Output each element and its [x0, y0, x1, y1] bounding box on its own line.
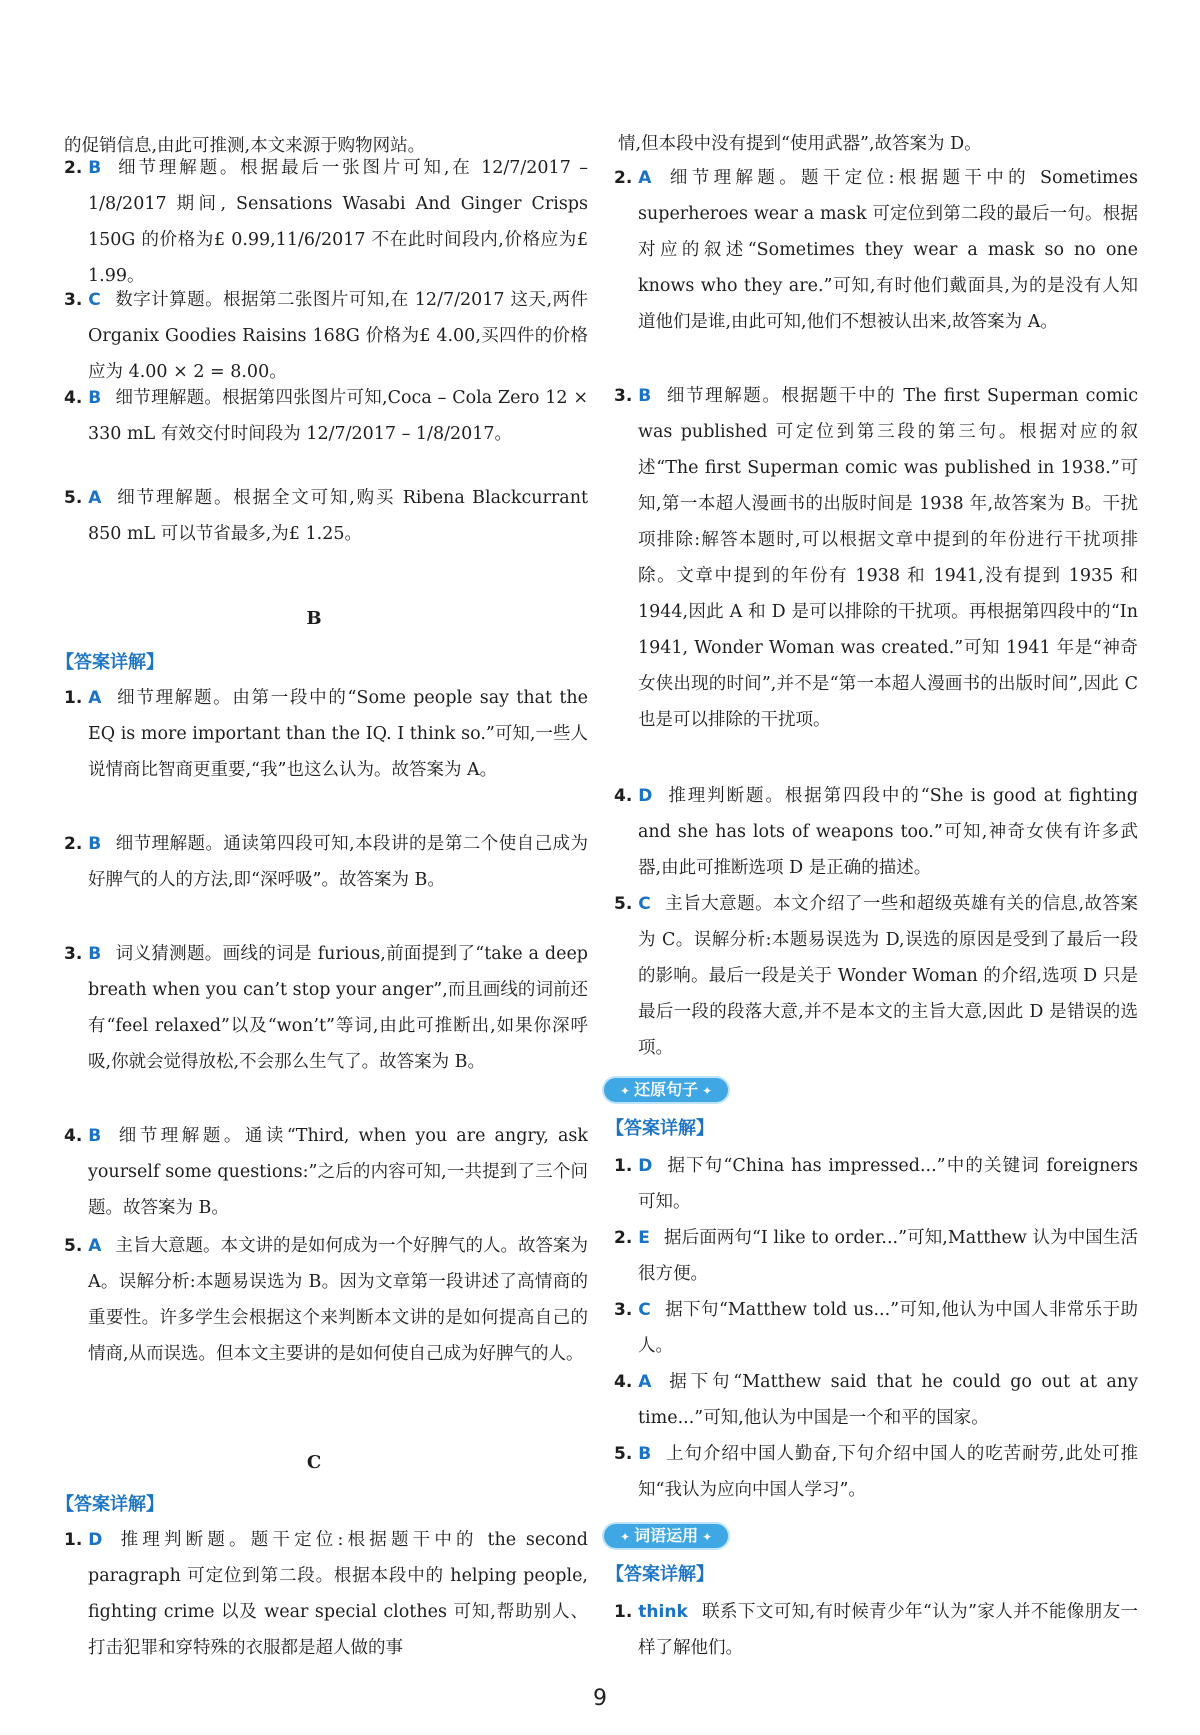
answer-detail-label: 【答案详解】	[56, 1494, 164, 1515]
explanation: 词义猜测题。画线的词是 furious,前面提到了“take a deep breath when you can’t stop your anger”,而且画线的词前还有“feel relaxed”以及“won’t”等词,由此可推断出,如果你深呼吸,你就会觉得放松,不会那么生气了。故答案为 B。	[88, 944, 588, 1072]
question-number: 3.	[64, 290, 83, 310]
question-number: 1.	[64, 688, 83, 708]
question-number: 3.	[614, 386, 633, 406]
list-item	[614, 1292, 1138, 1364]
explanation: 联系下文可知,有时候青少年“认为”家人并不能像朋友一样了解他们。	[638, 1602, 1138, 1658]
answer-detail-label: 【答案详解】	[606, 1118, 714, 1139]
list-item	[64, 680, 588, 788]
answer-letter: D	[88, 1530, 103, 1550]
explanation: 据下句“China has impressed...”中的关键词 foreigners 可知。	[638, 1156, 1138, 1212]
list-item	[64, 826, 588, 898]
question-number: 1.	[64, 1530, 83, 1550]
explanation: 据后面两句“I like to order...”可知,Matthew 认为中国生活很方便。	[638, 1228, 1138, 1284]
list-item	[64, 282, 588, 390]
answer-letter: A	[638, 1372, 652, 1392]
explanation: 细节理解题。根据最后一张图片可知,在 12/7/2017 – 1/8/2017 期间, Sensations Wasabi And Ginger Crisps 150G 的价格为£ 0.99,11/6/2017 不在此时间段内,价格应为£ 1.99。	[88, 158, 588, 286]
answer-letter: B	[88, 388, 102, 408]
question-number: 2.	[64, 834, 83, 854]
page-number: 9	[593, 1686, 607, 1711]
list-item	[614, 1594, 1138, 1666]
star-icon: ✦	[702, 1530, 713, 1544]
answer-letter: C	[88, 290, 101, 310]
list-item	[64, 150, 588, 294]
intro-text: 的促销信息,由此可推测,本文来源于购物网站。	[64, 136, 426, 156]
answer-word: think	[638, 1602, 688, 1622]
section-banner-restore	[604, 1078, 728, 1102]
star-icon: ✦	[620, 1084, 631, 1098]
question-number: 4.	[614, 1372, 633, 1392]
continued-text: 情,但本段中没有提到“使用武器”,故答案为 D。	[618, 134, 982, 154]
question-number: 3.	[614, 1300, 633, 1320]
explanation: 细节理解题。通读第四段可知,本段讲的是第二个使自己成为好脾气的人的方法,即“深呼吸”。故答案为 B。	[88, 834, 588, 890]
question-number: 4.	[614, 786, 633, 806]
question-number: 5.	[64, 1236, 83, 1256]
explanation: 据下句“Matthew said that he could go out at any time...”可知,他认为中国是一个和平的国家。	[638, 1372, 1138, 1428]
explanation: 据下句“Matthew told us...”可知,他认为中国人非常乐于助人。	[638, 1300, 1138, 1356]
answer-letter: B	[88, 1126, 102, 1146]
explanation: 推理判断题。根据第四段中的“She is good at fighting and she has lots of weapons too.”可知,神奇女侠有许多武器,由此可推断选项 D 是正确的描述。	[638, 786, 1138, 878]
explanation: 主旨大意题。本文讲的是如何成为一个好脾气的人。故答案为 A。误解分析:本题易误选为 B。因为文章第一段讲述了高情商的重要性。许多学生会根据这个来判断本文讲的是如何提高自己的情商,从而误选。但本文主要讲的是如何使自己成为好脾气的人。	[88, 1236, 588, 1364]
question-number: 5.	[614, 894, 633, 914]
answer-letter: A	[88, 688, 102, 708]
explanation: 细节理解题。题干定位:根据题干中的 Sometimes superheroes wear a mask 可定位到第二段的最后一句。根据对应的叙述“Sometimes they wear a mask so no one knows who they are.”可知,有时他们戴面具,为的是没有人知道他们是谁,由此可知,他们不想被认出来,故答案为 A。	[638, 168, 1138, 332]
answer-letter: B	[88, 834, 102, 854]
answer-letter: B	[88, 944, 102, 964]
answer-detail-label: 【答案详解】	[56, 652, 164, 673]
answer-letter: B	[88, 158, 102, 178]
list-item	[614, 160, 1138, 340]
explanation: 细节理解题。根据全文可知,购买 Ribena Blackcurrant 850 mL 可以节省最多,为£ 1.25。	[88, 488, 588, 544]
question-number: 3.	[64, 944, 83, 964]
list-item	[64, 1522, 588, 1666]
list-item	[64, 936, 588, 1080]
question-number: 1.	[614, 1602, 633, 1622]
explanation: 上句介绍中国人勤奋,下句介绍中国人的吃苦耐劳,此处可推知“我认为应向中国人学习”。	[638, 1444, 1138, 1500]
answer-letter: A	[88, 488, 102, 508]
section-banner-word-use	[604, 1524, 728, 1548]
section-heading-c: C	[306, 1452, 322, 1473]
question-number: 4.	[64, 388, 83, 408]
answer-letter: C	[638, 1300, 651, 1320]
list-item	[64, 1118, 588, 1226]
answer-letter: E	[638, 1228, 650, 1248]
answer-letter: C	[638, 894, 651, 914]
list-item	[614, 1436, 1138, 1508]
list-item	[614, 778, 1138, 886]
section-heading-b: B	[306, 608, 322, 629]
list-item	[64, 480, 588, 552]
answer-letter: D	[638, 786, 653, 806]
explanation: 细节理解题。通读“Third, when you are angry, ask yourself some questions:”之后的内容可知,一共提到了三个问题。故答案为 B。	[88, 1126, 588, 1218]
question-number: 5.	[614, 1444, 633, 1464]
list-item	[614, 886, 1138, 1066]
question-number: 2.	[64, 158, 83, 178]
answer-letter: A	[88, 1236, 102, 1256]
explanation: 细节理解题。由第一段中的“Some people say that the EQ is more important than the IQ. I think so.”可知,一些人说情商比智商更重要,“我”也这么认为。故答案为 A。	[88, 688, 588, 780]
explanation: 推理判断题。题干定位:根据题干中的 the second paragraph 可定位到第二段。根据本段中的 helping people, fighting crime 以及 wear special clothes 可知,帮助别人、打击犯罪和穿特殊的衣服都是超人做的事	[88, 1530, 588, 1658]
list-item	[614, 1364, 1138, 1436]
question-number: 2.	[614, 1228, 633, 1248]
list-item	[614, 1220, 1138, 1292]
explanation: 细节理解题。根据题干中的 The first Superman comic was published 可定位到第三段的第三句。根据对应的叙述“The first Superman comic was published in 1938.”可知,第一本超人漫画书的出版时间是 1938 年,故答案为 B。干扰项排除:解答本题时,可以根据文章中提到的年份进行干扰项排除。文章中提到的年份有 1938 和 1941,没有提到 1935 和 1944,因此 A 和 D 是可以排除的干扰项。再根据第四段中的“In 1941, Wonder Woman was created.”可知 1941 年是“神奇女侠出现的时间”,并不是“第一本超人漫画书的出版时间”,因此 C 也是可以排除的干扰项。	[638, 386, 1138, 730]
question-number: 1.	[614, 1156, 633, 1176]
answer-letter: A	[638, 168, 652, 188]
question-number: 2.	[614, 168, 633, 188]
answer-letter: D	[638, 1156, 653, 1176]
question-number: 4.	[64, 1126, 83, 1146]
star-icon: ✦	[620, 1530, 631, 1544]
list-item	[614, 1148, 1138, 1220]
banner-label: 词语运用	[634, 1526, 699, 1545]
star-icon: ✦	[702, 1084, 713, 1098]
question-number: 5.	[64, 488, 83, 508]
list-item	[64, 1228, 588, 1372]
answer-detail-label: 【答案详解】	[606, 1564, 714, 1585]
explanation: 数字计算题。根据第二张图片可知,在 12/7/2017 这天,两件 Organix Goodies Raisins 168G 价格为£ 4.00,买四件的价格应为 4.00 × 2 = 8.00。	[88, 290, 588, 382]
answer-letter: B	[638, 386, 652, 406]
answer-letter: B	[638, 1444, 652, 1464]
list-item	[614, 378, 1138, 738]
explanation: 主旨大意题。本文介绍了一些和超级英雄有关的信息,故答案为 C。误解分析:本题易误选为 D,误选的原因是受到了最后一段的影响。最后一段是关于 Wonder Woman 的介绍,选项 D 只是最后一段的段落大意,并不是本文的主旨大意,因此 D 是错误的选项。	[638, 894, 1138, 1058]
explanation: 细节理解题。根据第四张图片可知,Coca – Cola Zero 12 × 330 mL 有效交付时间段为 12/7/2017 – 1/8/2017。	[88, 388, 588, 444]
list-item	[64, 380, 588, 452]
banner-label: 还原句子	[634, 1080, 699, 1099]
